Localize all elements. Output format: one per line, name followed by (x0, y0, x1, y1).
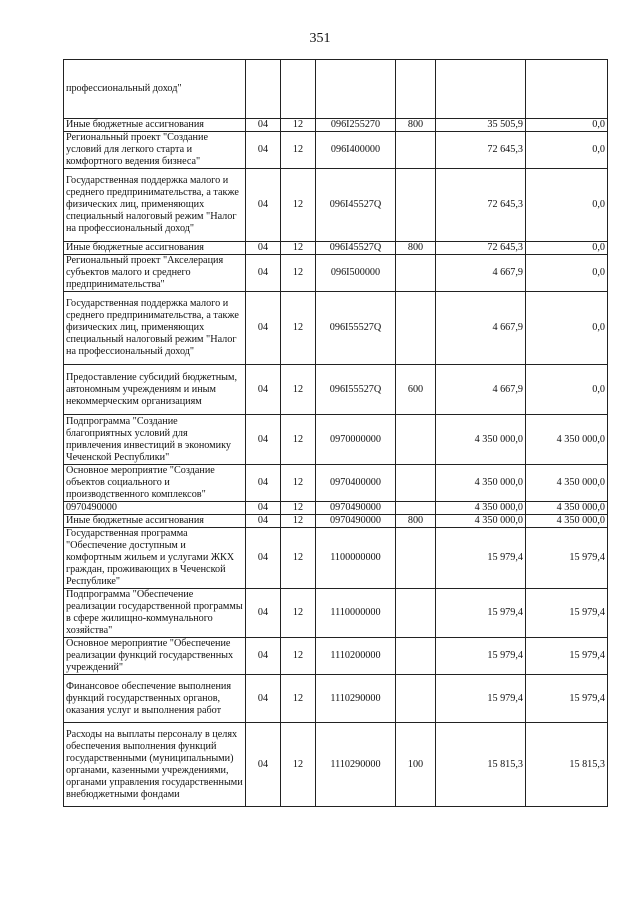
target-article-code: 096I500000 (316, 255, 396, 292)
amount-2 (526, 60, 608, 119)
target-article-code: 1110290000 (316, 675, 396, 723)
section-code: 04 (246, 132, 281, 169)
amount-2: 0,0 (526, 292, 608, 365)
target-article-code: 096I400000 (316, 132, 396, 169)
row-name: Региональный проект "Создание условий для легкого старта и комфортного ведения бизнеса" (64, 132, 246, 169)
subsection-code: 12 (281, 638, 316, 675)
target-article-code: 1110000000 (316, 589, 396, 638)
amount-2: 15 979,4 (526, 589, 608, 638)
target-article-code: 096I55527Q (316, 365, 396, 415)
table-row (64, 169, 608, 242)
amount-1: 72 645,3 (436, 242, 526, 255)
expense-type-code (396, 255, 436, 292)
table-row (64, 415, 608, 465)
subsection-code: 12 (281, 292, 316, 365)
target-article-code: 1100000000 (316, 528, 396, 589)
row-name: Иные бюджетные ассигнования (64, 119, 246, 132)
subsection-code: 12 (281, 589, 316, 638)
subsection-code: 12 (281, 255, 316, 292)
table-row (64, 465, 608, 502)
expense-type-code (396, 528, 436, 589)
amount-2: 4 350 000,0 (526, 515, 608, 528)
amount-1: 15 979,4 (436, 638, 526, 675)
subsection-code: 12 (281, 675, 316, 723)
row-name: Подпрограмма "Создание благоприятных условий для привлечения инвестиций в экономику Чеченской Республики" (64, 415, 246, 465)
section-code: 04 (246, 292, 281, 365)
table-row (64, 255, 608, 292)
expense-type-code: 600 (396, 365, 436, 415)
subsection-code: 12 (281, 132, 316, 169)
expense-type-code (396, 465, 436, 502)
target-article-code: 096I45527Q (316, 169, 396, 242)
amount-1 (436, 60, 526, 119)
row-name: Государственная поддержка малого и среднего предпринимательства, а также физических лиц, применяющих специальный налоговый режим "Налог на профессиональный доход" (64, 292, 246, 365)
subsection-code (281, 60, 316, 119)
table-row (64, 60, 608, 119)
subsection-code: 12 (281, 723, 316, 807)
table-row (64, 242, 608, 255)
row-name: Иные бюджетные ассигнования (64, 515, 246, 528)
section-code (246, 60, 281, 119)
section-code: 04 (246, 589, 281, 638)
subsection-code: 12 (281, 515, 316, 528)
expense-type-code: 800 (396, 242, 436, 255)
expense-type-code (396, 589, 436, 638)
expense-type-code (396, 132, 436, 169)
section-code: 04 (246, 675, 281, 723)
table-row (64, 723, 608, 807)
subsection-code: 12 (281, 365, 316, 415)
section-code: 04 (246, 528, 281, 589)
target-article-code: 0970490000 (316, 502, 396, 515)
target-article-code: 096I45527Q (316, 242, 396, 255)
table-row (64, 119, 608, 132)
amount-1: 15 979,4 (436, 675, 526, 723)
amount-2: 15 979,4 (526, 638, 608, 675)
expense-type-code: 800 (396, 515, 436, 528)
row-name: Основное мероприятие "Обеспечение реализации функций государственных учреждений" (64, 638, 246, 675)
table-row (64, 502, 608, 515)
section-code: 04 (246, 169, 281, 242)
row-name: Подпрограмма "Обеспечение реализации государственной программы в сфере жилищно-коммунального хозяйства" (64, 589, 246, 638)
amount-1: 72 645,3 (436, 169, 526, 242)
amount-1: 15 979,4 (436, 589, 526, 638)
amount-1: 4 667,9 (436, 365, 526, 415)
section-code: 04 (246, 723, 281, 807)
subsection-code: 12 (281, 242, 316, 255)
expense-type-code (396, 60, 436, 119)
amount-1: 4 350 000,0 (436, 465, 526, 502)
amount-2: 0,0 (526, 169, 608, 242)
amount-2: 15 979,4 (526, 528, 608, 589)
target-article-code: 096I255270 (316, 119, 396, 132)
expense-type-code: 100 (396, 723, 436, 807)
subsection-code: 12 (281, 415, 316, 465)
row-name: Финансовое обеспечение выполнения функций государственных органов, оказания услуг и выполнения работ (64, 675, 246, 723)
amount-2: 0,0 (526, 119, 608, 132)
table-row (64, 638, 608, 675)
section-code: 04 (246, 242, 281, 255)
amount-1: 4 667,9 (436, 255, 526, 292)
expense-type-code (396, 675, 436, 723)
target-article-code (316, 60, 396, 119)
section-code: 04 (246, 465, 281, 502)
row-name: профессиональный доход" (64, 60, 246, 119)
amount-1: 72 645,3 (436, 132, 526, 169)
subsection-code: 12 (281, 502, 316, 515)
section-code: 04 (246, 515, 281, 528)
amount-1: 15 815,3 (436, 723, 526, 807)
amount-2: 0,0 (526, 132, 608, 169)
subsection-code: 12 (281, 528, 316, 589)
table-row (64, 132, 608, 169)
budget-table (63, 59, 608, 807)
table-row (64, 515, 608, 528)
target-article-code: 1110200000 (316, 638, 396, 675)
table-row (64, 528, 608, 589)
page-number: 351 (309, 31, 331, 46)
target-article-code: 096I55527Q (316, 292, 396, 365)
row-name: Региональный проект "Акселерация субъектов малого и среднего предпринимательства" (64, 255, 246, 292)
row-name: Основное мероприятие "Создание объектов социального и производственного комплексов" (64, 465, 246, 502)
row-name: Иные бюджетные ассигнования (64, 242, 246, 255)
target-article-code: 0970000000 (316, 415, 396, 465)
amount-1: 15 979,4 (436, 528, 526, 589)
section-code: 04 (246, 365, 281, 415)
section-code: 04 (246, 638, 281, 675)
target-article-code: 1110290000 (316, 723, 396, 807)
amount-1: 4 350 000,0 (436, 515, 526, 528)
amount-2: 0,0 (526, 242, 608, 255)
amount-2: 15 979,4 (526, 675, 608, 723)
section-code: 04 (246, 255, 281, 292)
expense-type-code: 800 (396, 119, 436, 132)
row-name: Государственная программа "Обеспечение доступным и комфортным жильем и услугами ЖКХ граждан, проживающих в Чеченской Республике" (64, 528, 246, 589)
subsection-code: 12 (281, 465, 316, 502)
section-code: 04 (246, 502, 281, 515)
row-name: Государственная поддержка малого и среднего предпринимательства, а также физических лиц, применяющих специальный налоговый режим "Налог на профессиональный доход" (64, 169, 246, 242)
amount-2: 4 350 000,0 (526, 502, 608, 515)
amount-2: 4 350 000,0 (526, 415, 608, 465)
section-code: 04 (246, 119, 281, 132)
amount-1: 4 350 000,0 (436, 415, 526, 465)
expense-type-code (396, 292, 436, 365)
expense-type-code (396, 415, 436, 465)
amount-2: 15 815,3 (526, 723, 608, 807)
table-row (64, 365, 608, 415)
target-article-code: 0970490000 (316, 515, 396, 528)
amount-2: 0,0 (526, 365, 608, 415)
amount-1: 35 505,9 (436, 119, 526, 132)
row-name: Расходы на выплаты персоналу в целях обеспечения выполнения функций государственными (муниципальными) органами, казенными учреждениями, органами управления государственными внебюджетными фондами (64, 723, 246, 807)
table-row (64, 292, 608, 365)
table-row (64, 675, 608, 723)
expense-type-code (396, 502, 436, 515)
amount-1: 4 350 000,0 (436, 502, 526, 515)
subsection-code: 12 (281, 119, 316, 132)
expense-type-code (396, 638, 436, 675)
target-article-code: 0970400000 (316, 465, 396, 502)
subsection-code: 12 (281, 169, 316, 242)
section-code: 04 (246, 415, 281, 465)
amount-1: 4 667,9 (436, 292, 526, 365)
row-name: Предоставление субсидий бюджетным, автономным учреждениям и иным некоммерческим организациям (64, 365, 246, 415)
expense-type-code (396, 169, 436, 242)
amount-2: 4 350 000,0 (526, 465, 608, 502)
table-row (64, 589, 608, 638)
amount-2: 0,0 (526, 255, 608, 292)
row-name: 0970490000 (64, 502, 246, 515)
